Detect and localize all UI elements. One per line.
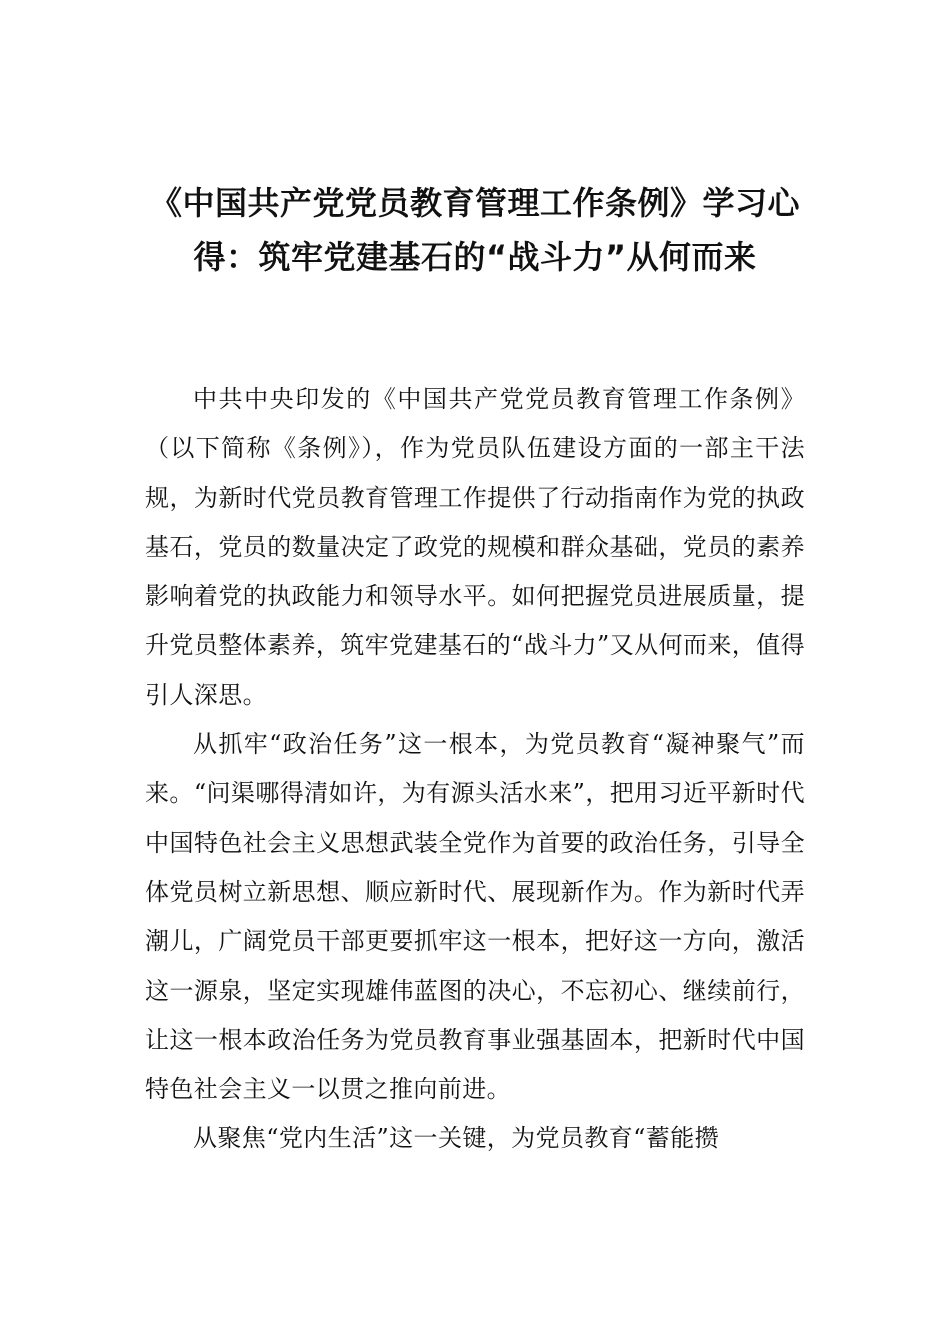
paragraph-party-life: 从聚焦“党内生活”这一关键，为党员教育“蓄能攒 xyxy=(193,1124,720,1153)
document-body xyxy=(145,375,805,1164)
paragraph-political-task: 从抓牢“政治任务”这一根本，为党员教育“凝神聚气”而来。“问渠哪得清如许，为有源头活水来”，把用习近平新时代中国特色社会主义思想武装全党作为首要的政治任务，引导全体党员树立新思想、顺应新时代、展现新作为。作为新时代弄潮儿，广阔党员干部更要抓牢这一根本，把好这一方向，激活这一源泉，坚定实现雄伟蓝图的决心，不忘初心、继续前行，让这一根本政治任务为党员教育事业强基固本，把新时代中国特色社会主义一以贯之推向前进。 xyxy=(145,730,805,1104)
paragraph-intro: 中共中央印发的《中国共产党党员教育管理工作条例》（以下简称《条例》），作为党员队伍建设方面的一部主干法规，为新时代党员教育管理工作提供了行动指南作为党的执政基石，党员的数量决定了政党的规模和群众基础，党员的素养影响着党的执政能力和领导水平。如何把握党员进展质量，提升党员整体素养，筑牢党建基石的“战斗力”又从何而来，值得引人深思。 xyxy=(145,385,805,709)
document-title: 《中国共产党党员教育管理工作条例》学习心得：筑牢党建基石的“战斗力”从何而来 xyxy=(149,184,800,276)
